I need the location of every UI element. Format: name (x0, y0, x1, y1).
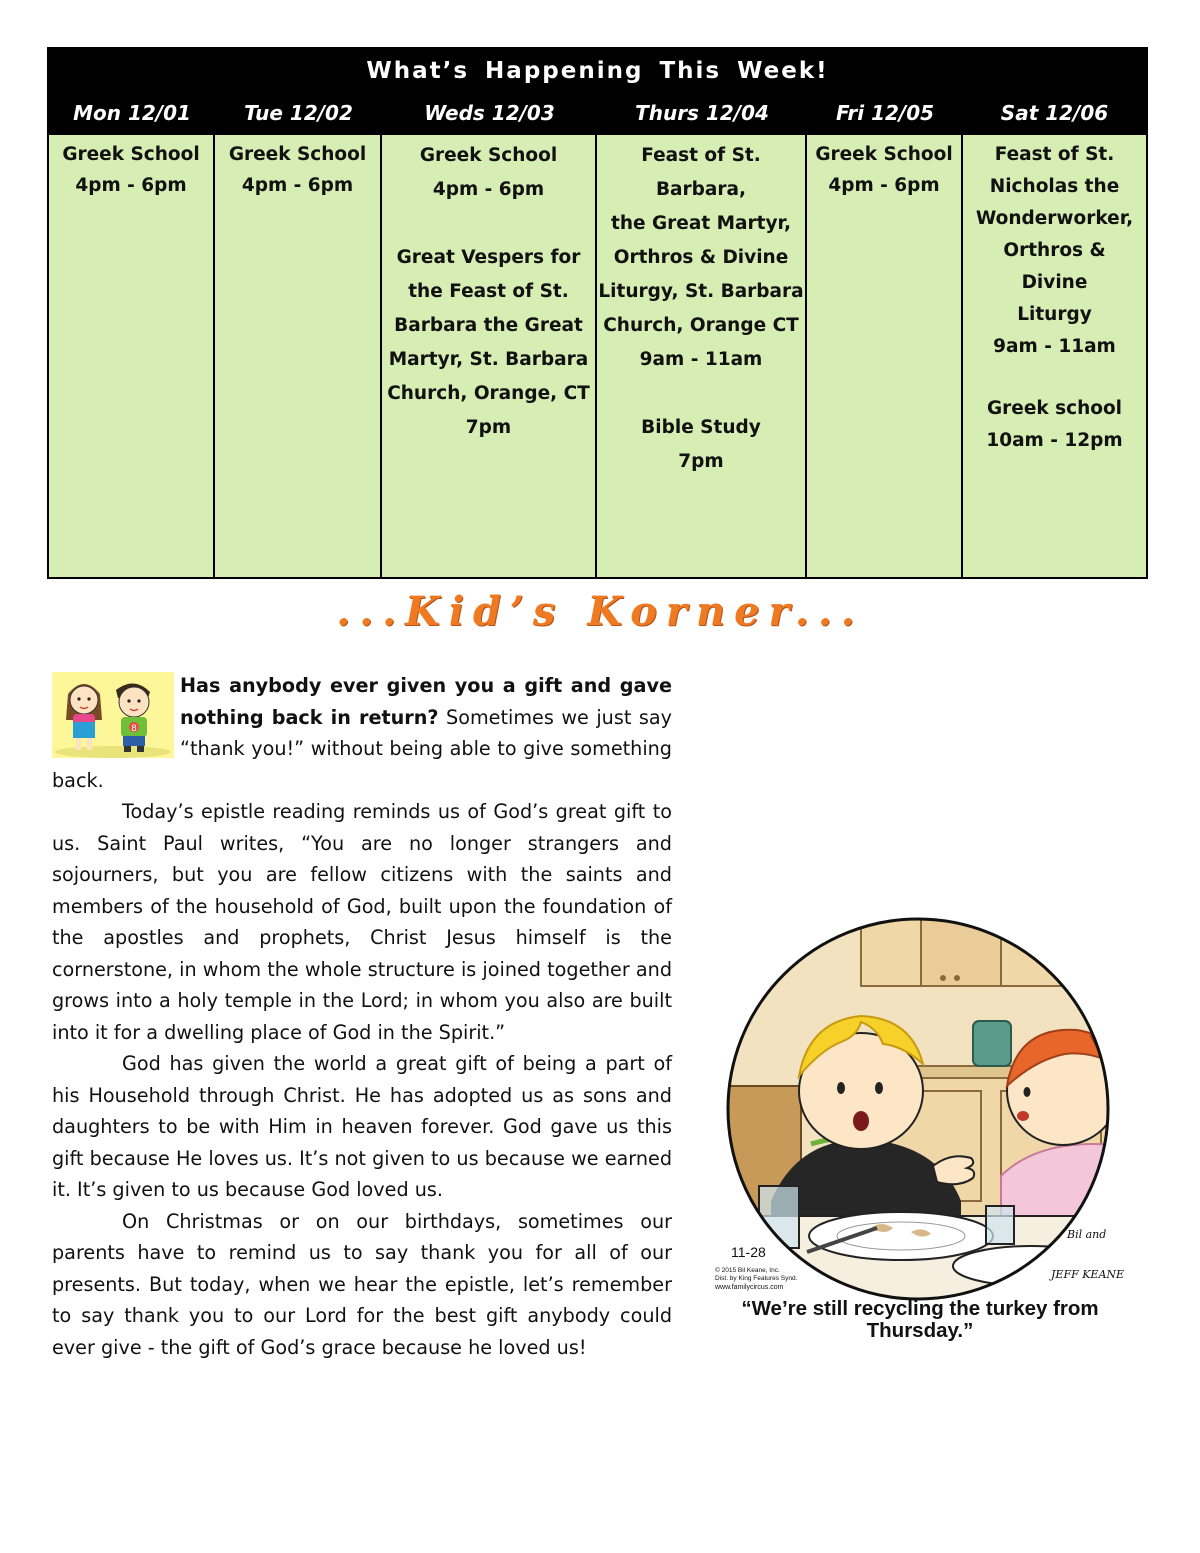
cartoon-signature-top: Bil and (1067, 1228, 1107, 1241)
article-paragraph-thank-you: On Christmas or on our birthdays, sometimes our parents have to remind us to say thank you for all of our presents. But today, when we hear the epistle, let’s remember to say thank you to our Lord for the best gift anybody could ever give - the gift of God’s grace because he loved us! (52, 1209, 672, 1359)
day-header-mon: Mon 12/01 (73, 101, 191, 125)
weekly-schedule (47, 47, 1148, 579)
schedule-cells (49, 135, 1146, 577)
day-header-row (49, 93, 1146, 135)
kids-korner-title: ...Kid’s Korner... (336, 588, 864, 635)
event-greek-school-mon: Greek School 4pm - 6pm (62, 144, 200, 196)
article-paragraph-household: God has given the world a great gift of being a part of his Household through Christ. He has adopted us as sons and daughters to be with Him in heaven forever. God gave us this gift because He loves us. It’s not given to us because we earned it. It’s given to us because God loved us. (52, 1052, 672, 1201)
event-greek-school-wed: Greek School 4pm - 6pm (419, 145, 558, 200)
cartoon-website: www.familycircus.com (715, 1284, 784, 1291)
event-greek-school-fri: Greek School 4pm - 6pm (815, 144, 953, 196)
cartoon-signature-bottom: JEFF KEANE (1051, 1268, 1125, 1281)
kids-illustration-icon (52, 672, 174, 758)
article-paragraph-epistle: Today’s epistle reading reminds us of God’s great gift to us. Saint Paul writes, “You are no longer strangers and sojourners, but you are fellow citizens with the saints and members of the household of God, built upon the foundation of the apostles and prophets, Christ Jesus himself is the cornerstone, in whom the whole structure is joined together and grows into a holy temple in the Lord; in whom you also are built into it for a dwelling place of God in the Spirit.” (52, 800, 672, 1044)
family-circus-cartoon (711, 916, 1125, 1302)
day-cell-fri (807, 135, 963, 577)
day-cell-mon (49, 135, 215, 577)
article-lead: Has anybody ever given you a gift and gave nothing back in return? (180, 674, 672, 729)
cartoon-date: 11-28 (731, 1244, 766, 1260)
event-bible-study: Bible Study 7pm (641, 417, 761, 472)
day-header-tue: Tue 12/02 (244, 101, 353, 125)
day-header-fri: Fri 12/05 (835, 101, 935, 125)
cartoon-distribution: Dist. by King Features Synd. (715, 1275, 798, 1282)
day-header-thu: Thurs 12/04 (635, 101, 769, 125)
event-feast-st-barbara: Feast of St. Barbara, the Great Martyr, Orthros & Divine Liturgy, St. Barbara Church, Orange CT 9am - 11am (598, 145, 804, 370)
day-header-sat: Sat 12/06 (1000, 101, 1109, 125)
day-cell-thu (597, 135, 807, 577)
day-cell-wed (382, 135, 597, 577)
event-greek-school-sat: Greek school 10am - 12pm (986, 398, 1123, 451)
day-cell-tue (215, 135, 382, 577)
kids-korner-article (52, 670, 672, 1363)
event-feast-st-nicholas: Feast of St. Nicholas the Wonderworker, Orthros & Divine Liturgy 9am - 11am (975, 144, 1134, 357)
schedule-title: What’s Happening This Week! (49, 49, 1146, 93)
event-greek-school-tue: Greek School 4pm - 6pm (228, 144, 367, 196)
cartoon-caption: “We’re still recycling the turkey from Thursday.” (741, 1297, 1099, 1342)
shirt-number: 8 (131, 724, 137, 734)
event-great-vespers: Great Vespers for the Feast of St. Barbara the Great Martyr, St. Barbara Church, Orange, CT 7pm (387, 247, 590, 438)
article-intro-rest: Sometimes we just say “thank you!” without being able to give something back. (52, 705, 672, 792)
cartoon-copyright: © 2015 Bil Keane, Inc. (715, 1267, 780, 1274)
day-header-wed: Weds 12/03 (424, 101, 555, 125)
day-cell-sat (963, 135, 1146, 577)
